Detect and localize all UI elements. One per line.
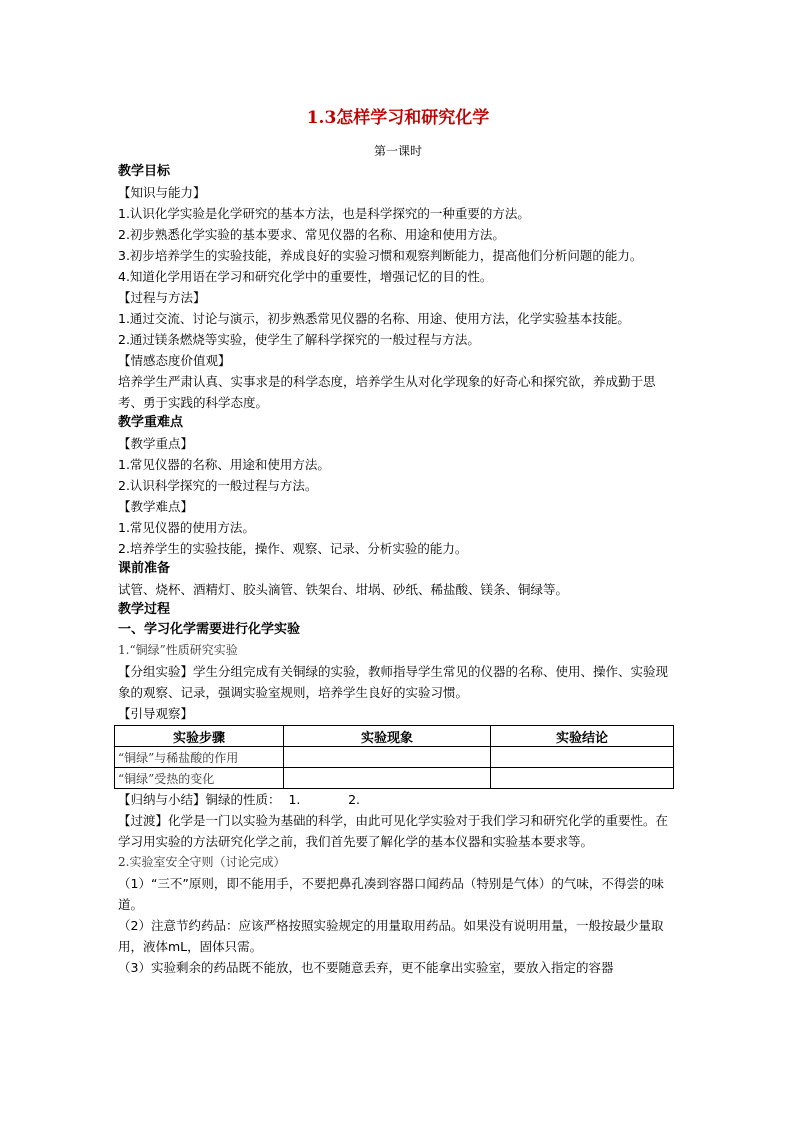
key-points-heading: 教学重难点 bbox=[118, 415, 184, 430]
process-item: 1.通过交流、讨论与演示，初步熟悉常见仪器的名称、用途、使用方法，化学实验基本技能。 bbox=[118, 311, 630, 326]
knowledge-item: 1.认识化学实验是化学研究的基本方法，也是科学探究的一种重要的方法。 bbox=[118, 206, 530, 221]
difficult-item: 1.常见仪器的使用方法。 bbox=[118, 520, 255, 535]
table-cell bbox=[491, 747, 674, 768]
knowledge-item: 2.初步熟悉化学实验的基本要求、常见仪器的名称、用途和使用方法。 bbox=[118, 227, 505, 242]
difficult-title: 【教学难点】 bbox=[118, 499, 194, 514]
table-cell: “铜绿”与稀盐酸的作用 bbox=[115, 747, 284, 768]
table-cell bbox=[284, 768, 491, 789]
goals-heading: 教学目标 bbox=[118, 164, 171, 179]
process-title: 【过程与方法】 bbox=[118, 290, 206, 305]
key-item: 2.认识科学探究的一般过程与方法。 bbox=[118, 478, 318, 493]
table-cell: “铜绿”受热的变化 bbox=[115, 768, 284, 789]
knowledge-title: 【知识与能力】 bbox=[118, 185, 206, 200]
rule-item: （1）“三不”原则，即不能用手，不要把鼻孔凑到容器口闻药品（特别是气体）的气味，不得尝的味道。 bbox=[118, 876, 664, 912]
table-row bbox=[115, 747, 674, 768]
experiment-table bbox=[114, 725, 674, 789]
difficult-item: 2.培养学生的实验技能，操作、观察、记录、分析实验的能力。 bbox=[118, 541, 468, 556]
observe-title: 【引导观察】 bbox=[118, 706, 194, 721]
transition bbox=[118, 810, 678, 852]
table-cell bbox=[491, 768, 674, 789]
summary-label: 【归纳与小结】 bbox=[118, 792, 206, 807]
key-title: 【教学重点】 bbox=[118, 436, 194, 451]
prep-heading: 课前准备 bbox=[118, 561, 171, 576]
knowledge-item: 3.初步培养学生的实验技能，养成良好的实验习惯和观察判断能力，提高他们分析问题的能力。 bbox=[118, 248, 643, 263]
table-header-row bbox=[115, 726, 674, 747]
emotion-title: 【情感态度价值观】 bbox=[118, 353, 231, 368]
group-label: 【分组实验】 bbox=[118, 664, 194, 679]
item-heading: 1.“铜绿”性质研究实验 bbox=[118, 643, 238, 657]
key-item: 1.常见仪器的名称、用途和使用方法。 bbox=[118, 457, 330, 472]
rule-item: （2）注意节约药品：应该严格按照实验规定的用量取用药品。如果没有说明用量，一般按最少量取用，液体mL，固体只需。 bbox=[118, 918, 664, 954]
section-heading: 一、学习化学需要进行化学实验 bbox=[118, 622, 301, 637]
group-experiment bbox=[118, 661, 678, 703]
table-row bbox=[115, 768, 674, 789]
document-title: 1.3怎样学习和研究化学 bbox=[306, 108, 490, 128]
document-subtitle: 第一课时 bbox=[373, 144, 422, 158]
summary bbox=[118, 789, 678, 810]
process-heading: 教学过程 bbox=[118, 602, 171, 617]
rule-item: （3）实验剩余的药品既不能放，也不要随意丢弃，更不能拿出实验室，要放入指定的容器 bbox=[118, 960, 614, 975]
process-item: 2.通过镁条燃烧等实验，使学生了解科学探究的一般过程与方法。 bbox=[118, 332, 480, 347]
table-cell bbox=[284, 747, 491, 768]
emotion-text: 培养学生严肃认真、实事求是的科学态度，培养学生从对化学现象的好奇心和探究欲，养成勤于思考、勇于实践的科学态度。 bbox=[118, 374, 656, 410]
transition-label: 【过渡】 bbox=[118, 813, 169, 828]
transition-text: 化学是一门以实验为基础的科学，由此可见化学实验对于我们学习和研究化学的重要性。在学习用实验的方法研究化学之前，我们首先要了解化学的基本仪器和实验基本要求等。 bbox=[118, 813, 669, 849]
knowledge-item: 4.知道化学用语在学习和研究化学中的重要性，增强记忆的目的性。 bbox=[118, 269, 493, 284]
table-header: 实验步骤 bbox=[115, 726, 284, 747]
prep-text: 试管、烧杯、酒精灯、胶头滴管、铁架台、坩埚、砂纸、稀盐酸、镁条、铜绿等。 bbox=[118, 582, 569, 597]
table-header: 实验现象 bbox=[284, 726, 491, 747]
table-header: 实验结论 bbox=[491, 726, 674, 747]
summary-text: 铜绿的性质： 1. 2. bbox=[205, 792, 360, 807]
document-page bbox=[118, 100, 678, 978]
group-text: 学生分组完成有关铜绿的实验，教师指导学生常见的仪器的名称、使用、操作、实验现象的观察、记录，强调实验室规则，培养学生良好的实验习惯。 bbox=[118, 664, 669, 700]
item-heading: 2.实验室安全守则（讨论完成） bbox=[118, 855, 286, 869]
